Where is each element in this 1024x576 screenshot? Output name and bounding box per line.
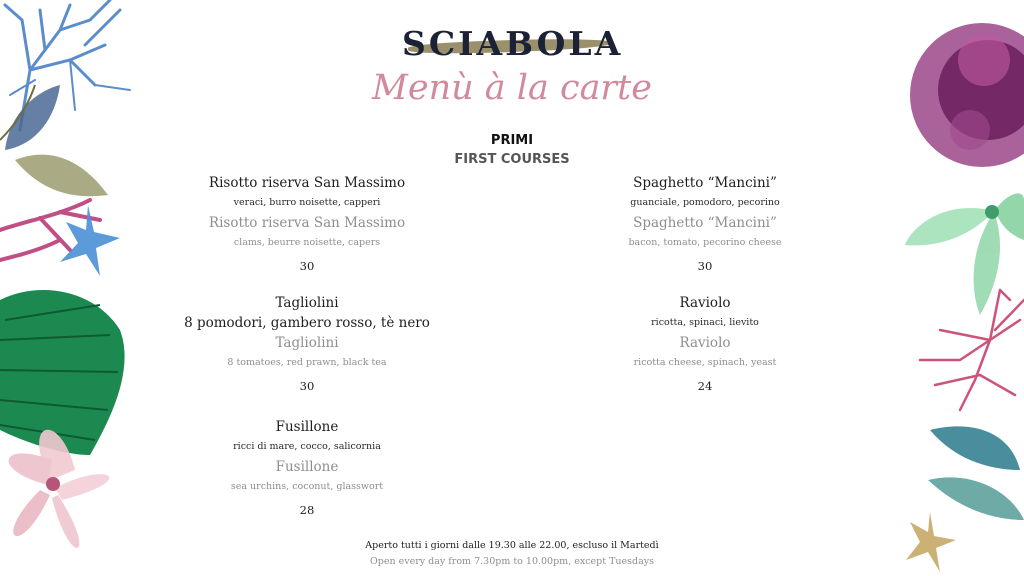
dish-name-en: Tagliolini — [275, 335, 339, 351]
stem-art — [0, 85, 35, 140]
dish-item — [177, 417, 437, 520]
dish-name-it: Spaghetto “Mancini” — [633, 175, 777, 191]
dish-desc-it: guanciale, pomodoro, pecorino — [630, 197, 780, 208]
blue-coral-art — [5, 0, 130, 130]
dish-desc-en: clams, beurre noisette, capers — [233, 237, 381, 248]
opening-hours-it: Aperto tutti i giorni dalle 19.30 alle 22.00, escluso il Martedì — [365, 540, 659, 551]
section-title-it: PRIMI — [490, 133, 534, 148]
blue-starfish-art — [60, 205, 120, 276]
dish-name-it: Tagliolini — [275, 295, 339, 311]
dish-desc-en: bacon, tomato, pecorino cheese — [628, 237, 782, 248]
green-lily-art — [905, 193, 1024, 315]
dish-desc-en: 8 tomatoes, red prawn, black tea — [227, 357, 387, 368]
right-floral-decoration — [900, 0, 1024, 576]
dish-name-en: Fusillone — [275, 459, 339, 475]
dish-name-it: Fusillone — [275, 419, 339, 435]
green-palm-leaf-art — [0, 290, 125, 455]
dish-name-en: Raviolo — [679, 335, 731, 351]
dish-price: 30 — [697, 259, 713, 273]
blue-leaf-art — [5, 85, 60, 150]
dish-name-en: Spaghetto “Mancini” — [633, 215, 777, 231]
purple-dahlia-art — [910, 23, 1024, 167]
dish-desc-it: veraci, burro noisette, capperi — [233, 197, 381, 208]
dish-item — [177, 293, 437, 396]
pink-lily-art — [9, 430, 110, 548]
olive-leaf-art — [15, 155, 108, 197]
magenta-branch-art — [0, 200, 100, 260]
dish-item — [575, 173, 835, 276]
dish-desc-it: ricci di mare, cocco, salicornia — [233, 441, 381, 452]
opening-hours-en: Open every day from 7.30pm to 10.00pm, except Tuesdays — [369, 556, 655, 567]
menu-title: Menù à la carte — [372, 68, 652, 108]
section-title-en: FIRST COURSES — [454, 152, 570, 167]
dish-name-en: Risotto riserva San Massimo — [208, 215, 406, 231]
dish-price: 24 — [697, 379, 713, 393]
dish-price: 30 — [299, 379, 315, 393]
dish-item — [177, 173, 437, 276]
teal-leaf-art — [930, 426, 1020, 470]
dish-desc-it: 8 pomodori, gambero rosso, tè nero — [184, 315, 430, 331]
dish-price: 28 — [299, 503, 315, 517]
dish-desc-en: ricotta cheese, spinach, yeast — [633, 357, 777, 368]
dish-price: 30 — [299, 259, 315, 273]
dish-name-it: Raviolo — [679, 295, 731, 311]
dish-name-it: Risotto riserva San Massimo — [208, 175, 406, 191]
dish-item — [575, 293, 835, 396]
restaurant-logo — [402, 22, 622, 64]
left-floral-decoration — [0, 0, 150, 576]
red-coral-art — [920, 290, 1024, 410]
dish-desc-en: sea urchins, coconut, glasswort — [230, 481, 384, 492]
logo-wordmark: SCIABOLA — [402, 24, 624, 63]
tan-starfish-art — [906, 512, 956, 572]
dish-desc-it: ricotta, spinaci, lievito — [651, 317, 759, 328]
teal-leaf-art — [928, 477, 1024, 520]
